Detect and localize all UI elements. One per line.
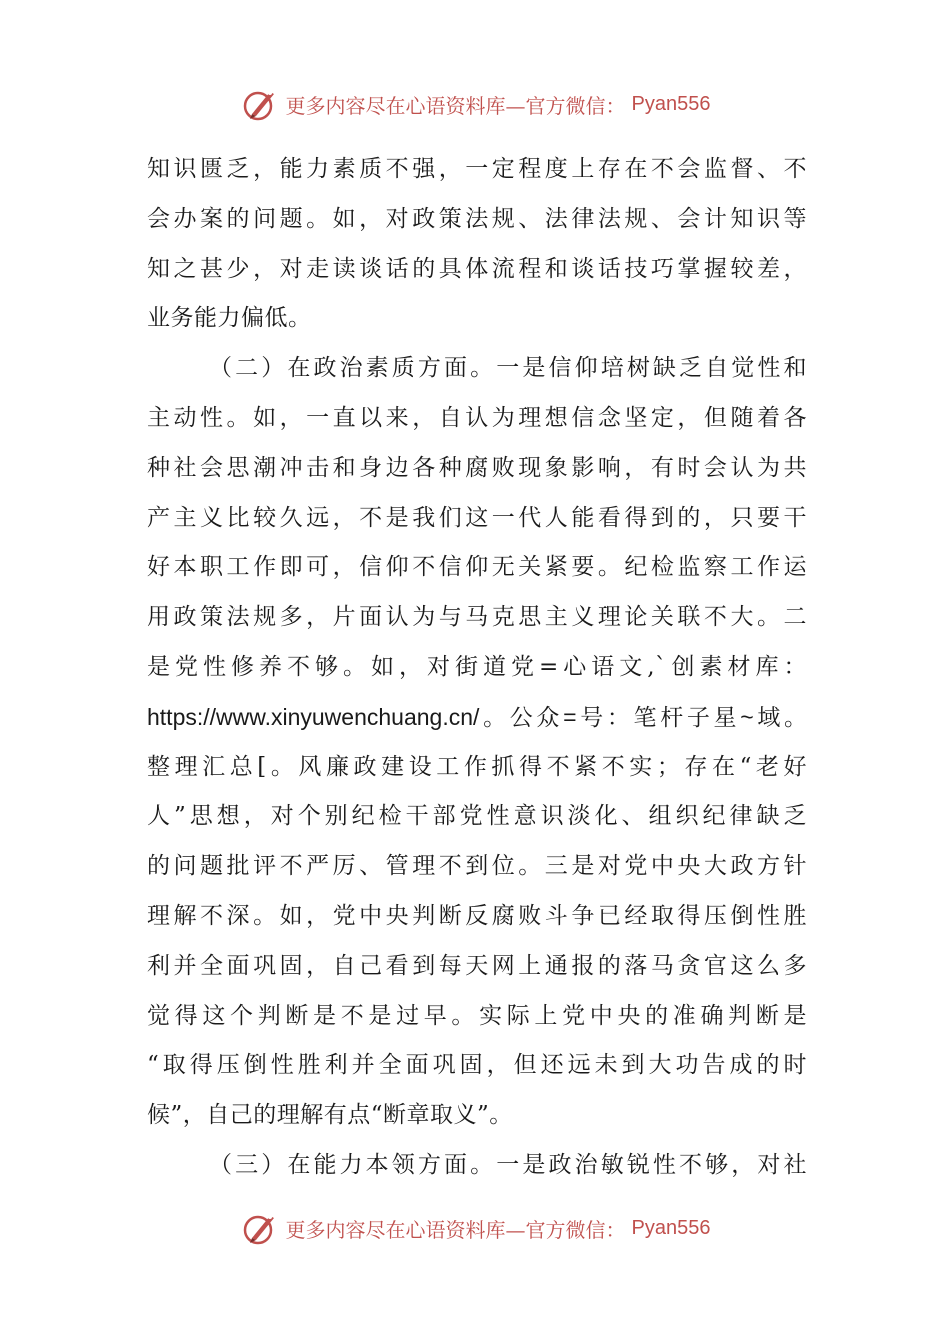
body-line-url: https://www.xinyuwenchuang.cn/。公众=号：笔杆子星~域。: [147, 703, 807, 730]
body-line: 用政策法规多，片面认为与马克思主义理论关联不大。二: [147, 604, 807, 631]
pen-logo-icon: [240, 1208, 280, 1248]
body-line: 人”思想，对个别纪检干部党性意识淡化、组织纪律缺乏: [147, 803, 807, 830]
body-line: 业务能力偏低。: [147, 305, 312, 332]
header-banner: [0, 82, 950, 126]
body-line: 知识匮乏，能力素质不强，一定程度上存在不会监督、不: [147, 156, 807, 182]
body-line: 知之甚少，对走读谈话的具体流程和谈话技巧掌握较差，: [147, 255, 807, 282]
body-line: 利并全面巩固，自己看到每天网上通报的落马贪官这么多: [147, 952, 807, 979]
body-line: 是党性修养不够。如，对街道党=心语文,`创素材库：: [147, 653, 807, 680]
body-line: 候”，自己的理解有点“断章取义”。: [147, 1102, 513, 1129]
wechat-id: Pyan556: [631, 92, 711, 115]
body-line: 整理汇总[。风廉政建设工作抓得不紧不实；存在“老好: [147, 753, 807, 780]
footer-banner: [0, 1206, 950, 1250]
document-body: [147, 145, 807, 1191]
body-line: 理解不深。如，党中央判断反腐败斗争已经取得压倒性胜: [147, 902, 807, 929]
body-line: 主动性。如，一直以来，自认为理想信念坚定，但随着各: [147, 404, 807, 431]
body-line: 觉得这个判断是不是过早。实际上党中央的准确判断是: [147, 1002, 807, 1029]
body-line: （三）在能力本领方面。一是政治敏锐性不够，对社: [209, 1151, 807, 1178]
body-line: “取得压倒性胜利并全面巩固，但还远未到大功告成的时: [147, 1052, 807, 1079]
body-line: （二）在政治素质方面。一是信仰培树缺乏自觉性和: [209, 355, 807, 382]
body-line: 产主义比较久远，不是我们这一代人能看得到的，只要干: [147, 504, 807, 531]
banner-text: 更多内容尽在心语资料库—官方微信：: [285, 1217, 626, 1242]
banner-text: 更多内容尽在心语资料库—官方微信：: [285, 93, 626, 118]
body-line: 的问题批评不严厉、管理不到位。三是对党中央大政方针: [147, 853, 807, 880]
wechat-id: Pyan556: [631, 1216, 711, 1239]
body-line: 会办案的问题。如，对政策法规、法律法规、会计知识等: [147, 205, 807, 232]
body-line: 好本职工作即可，信仰不信仰无关紧要。纪检监察工作运: [147, 554, 807, 581]
body-line: 种社会思潮冲击和身边各种腐败现象影响，有时会认为共: [147, 454, 807, 481]
pen-logo-icon: [240, 84, 280, 124]
